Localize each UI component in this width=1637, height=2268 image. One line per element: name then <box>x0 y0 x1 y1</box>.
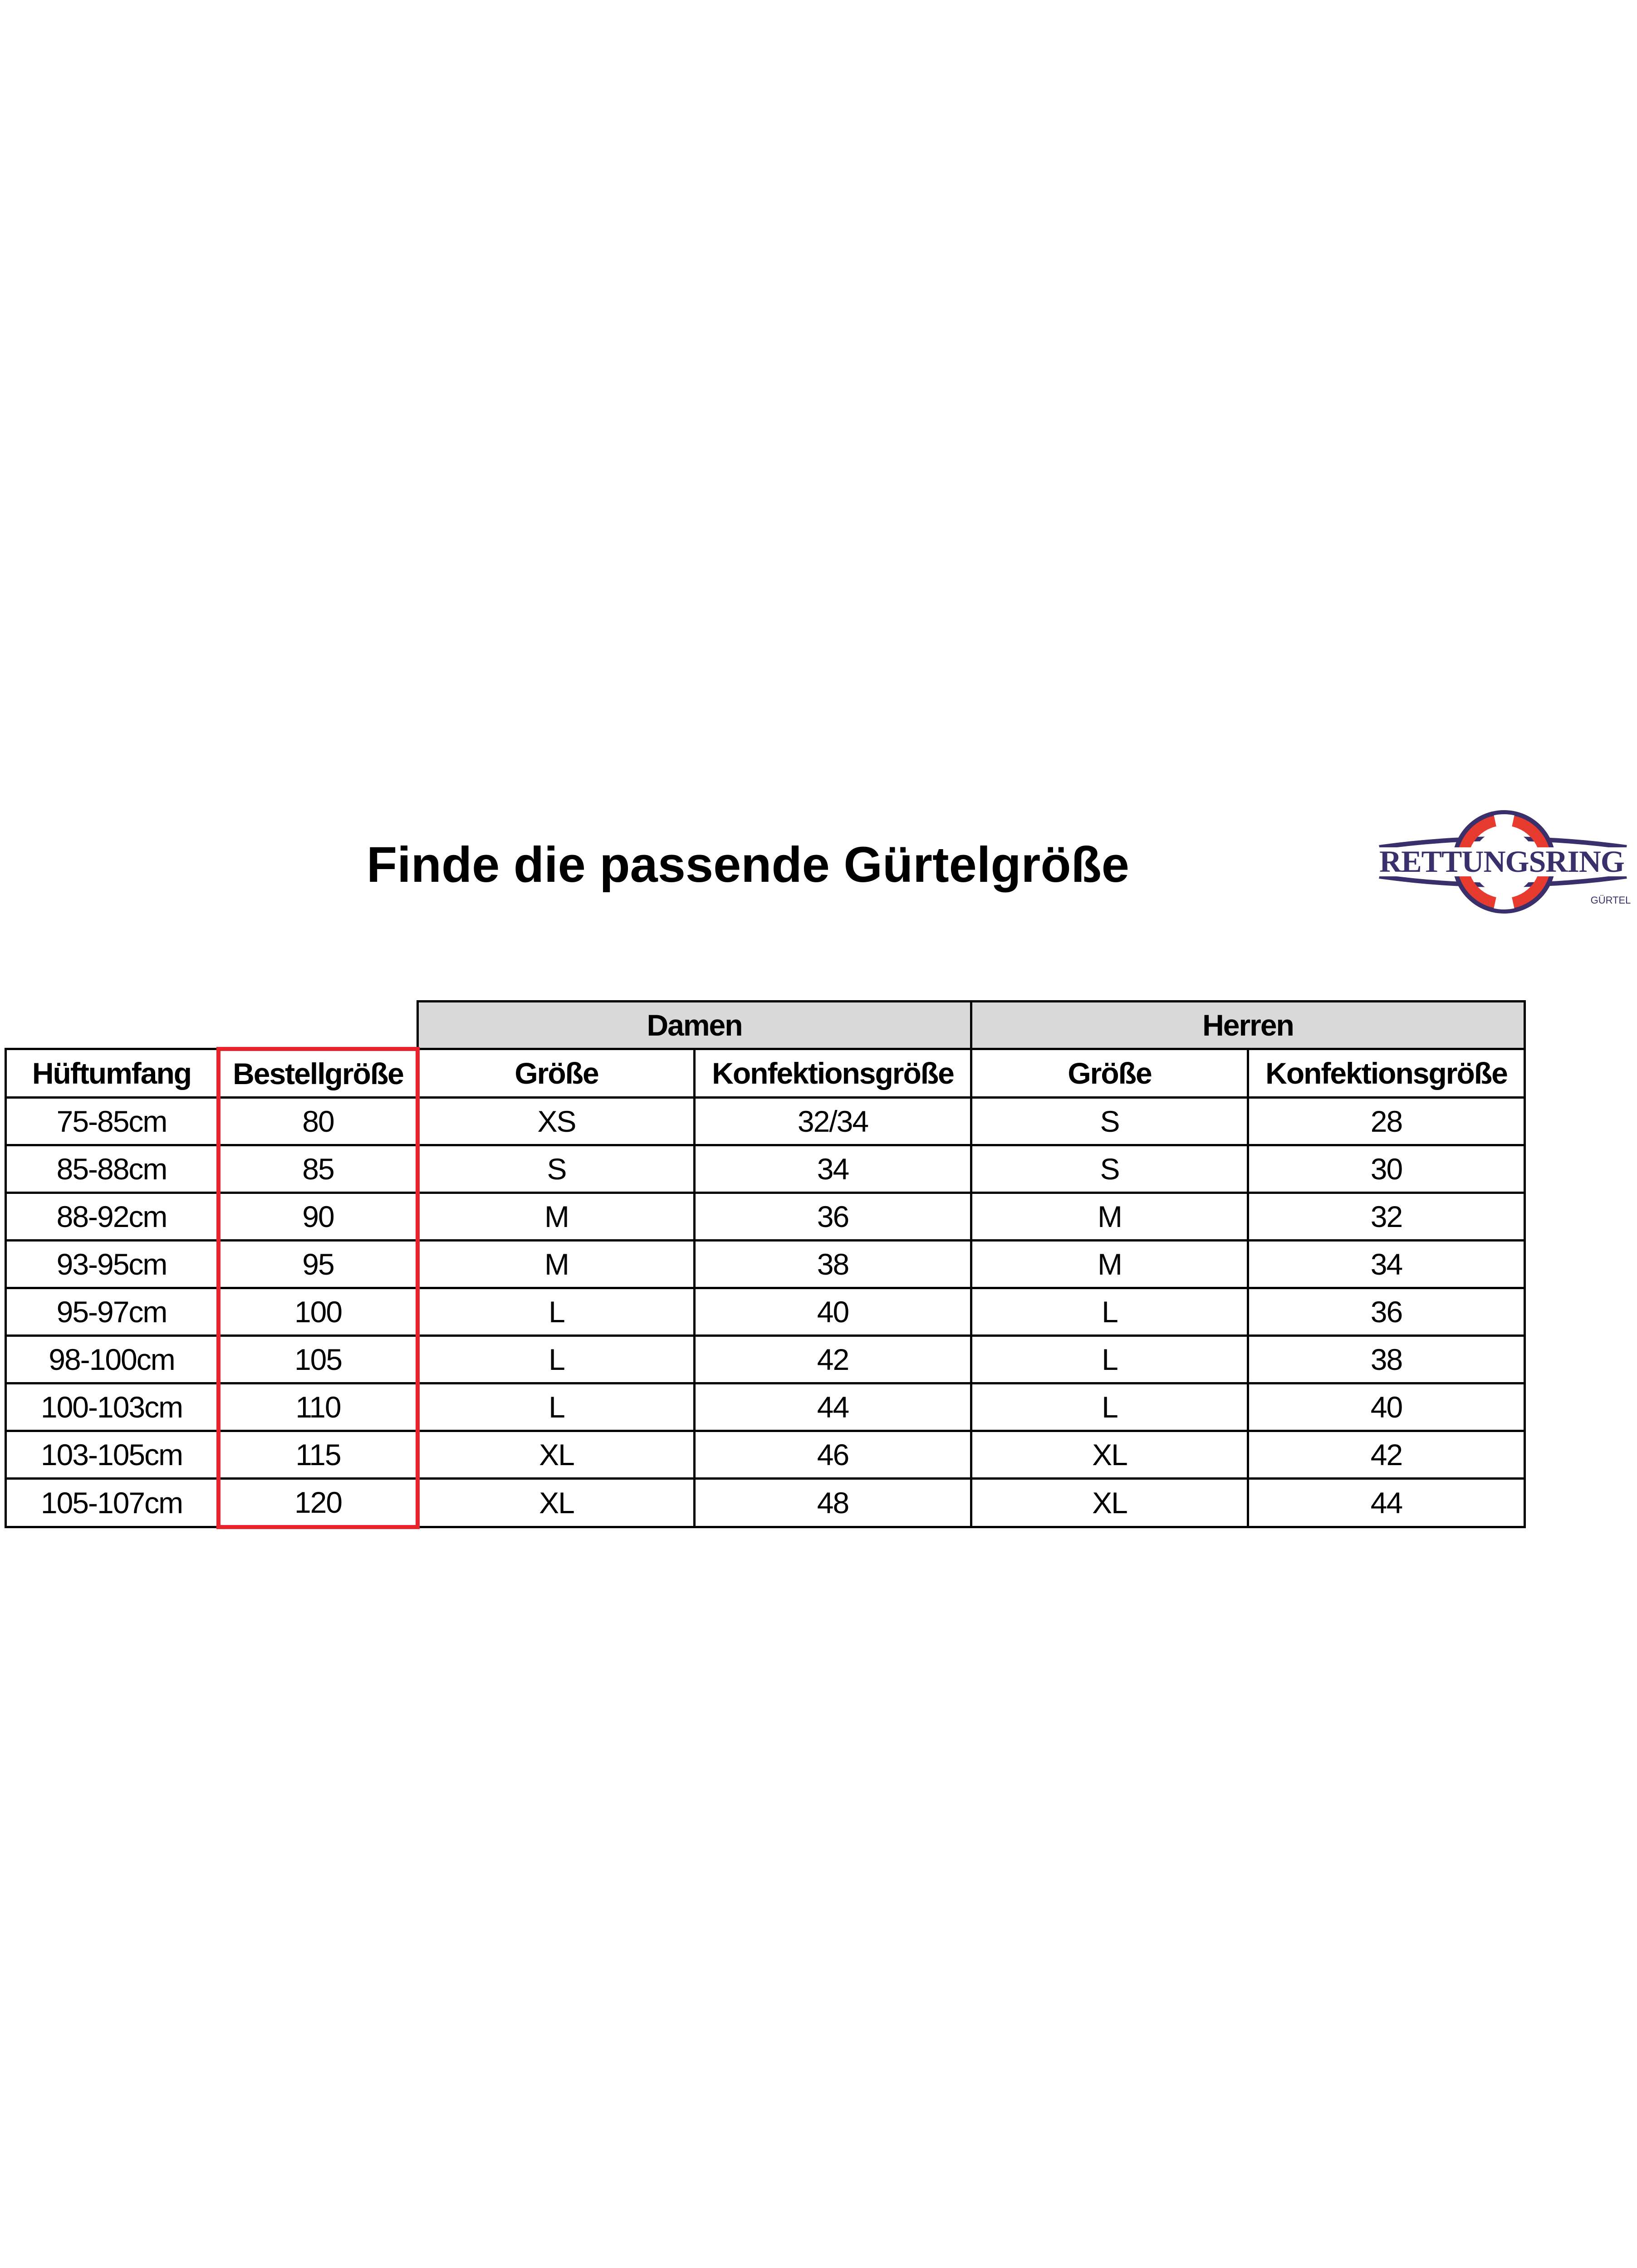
table-row <box>6 1336 1525 1383</box>
cell-herren-konfektion: 36 <box>1248 1288 1525 1336</box>
header-bestellgroesse: Bestellgröße <box>219 1049 418 1098</box>
cell-damen-konfektion: 38 <box>695 1241 971 1288</box>
cell-damen-konfektion: 36 <box>695 1193 971 1241</box>
cell-damen-konfektion: 48 <box>695 1479 971 1527</box>
cell-damen-groesse: S <box>418 1145 695 1193</box>
cell-herren-konfektion: 34 <box>1248 1241 1525 1288</box>
cell-bestellgroesse: 80 <box>219 1098 418 1145</box>
cell-bestellgroesse: 110 <box>219 1383 418 1431</box>
cell-herren-groesse: M <box>971 1241 1248 1288</box>
cell-herren-groesse: S <box>971 1098 1248 1145</box>
logo-sub-text: GÜRTEL <box>1590 894 1631 906</box>
cell-herren-groesse: XL <box>971 1479 1248 1527</box>
cell-damen-groesse: XL <box>418 1479 695 1527</box>
cell-bestellgroesse: 95 <box>219 1241 418 1288</box>
cell-bestellgroesse: 90 <box>219 1193 418 1241</box>
cell-damen-groesse: M <box>418 1241 695 1288</box>
page-title: Finde die passende Gürtelgröße <box>367 837 1129 893</box>
cell-hueftumfang: 105-107cm <box>6 1479 219 1527</box>
cell-herren-konfektion: 28 <box>1248 1098 1525 1145</box>
column-header-row <box>6 1049 1525 1098</box>
cell-hueftumfang: 103-105cm <box>6 1431 219 1479</box>
cell-damen-groesse: XL <box>418 1431 695 1479</box>
size-table <box>5 1000 1526 1529</box>
cell-damen-konfektion: 40 <box>695 1288 971 1336</box>
cell-hueftumfang: 75-85cm <box>6 1098 219 1145</box>
cell-hueftumfang: 95-97cm <box>6 1288 219 1336</box>
group-header-damen: Damen <box>418 1002 971 1049</box>
cell-hueftumfang: 98-100cm <box>6 1336 219 1383</box>
table-row <box>6 1288 1525 1336</box>
table-row <box>6 1098 1525 1145</box>
cell-damen-groesse: L <box>418 1383 695 1431</box>
cell-herren-konfektion: 38 <box>1248 1336 1525 1383</box>
lifebuoy-logo-icon <box>1366 798 1637 916</box>
cell-herren-konfektion: 42 <box>1248 1431 1525 1479</box>
cell-bestellgroesse: 100 <box>219 1288 418 1336</box>
cell-damen-groesse: M <box>418 1193 695 1241</box>
cell-herren-groesse: L <box>971 1336 1248 1383</box>
group-header-row <box>6 1002 1525 1049</box>
cell-herren-konfektion: 40 <box>1248 1383 1525 1431</box>
cell-bestellgroesse: 115 <box>219 1431 418 1479</box>
header-damen-groesse: Größe <box>418 1049 695 1098</box>
table-row <box>6 1383 1525 1431</box>
cell-damen-groesse: XS <box>418 1098 695 1145</box>
cell-herren-groesse: L <box>971 1383 1248 1431</box>
header-damen-konfektion: Konfektionsgröße <box>695 1049 971 1098</box>
cell-damen-konfektion: 44 <box>695 1383 971 1431</box>
cell-damen-groesse: L <box>418 1336 695 1383</box>
table-row <box>6 1145 1525 1193</box>
cell-herren-groesse: XL <box>971 1431 1248 1479</box>
header-hueftumfang: Hüftumfang <box>6 1049 219 1098</box>
logo-brand-text: RETTUNGSRING <box>1379 844 1624 879</box>
rettungsring-logo <box>1366 798 1637 916</box>
cell-herren-groesse: M <box>971 1193 1248 1241</box>
empty-header-cell <box>219 1002 418 1049</box>
cell-herren-konfektion: 44 <box>1248 1479 1525 1527</box>
table-row <box>6 1241 1525 1288</box>
cell-herren-konfektion: 32 <box>1248 1193 1525 1241</box>
cell-damen-konfektion: 46 <box>695 1431 971 1479</box>
header-herren-konfektion: Konfektionsgröße <box>1248 1049 1525 1098</box>
cell-hueftumfang: 100-103cm <box>6 1383 219 1431</box>
cell-damen-konfektion: 42 <box>695 1336 971 1383</box>
cell-hueftumfang: 85-88cm <box>6 1145 219 1193</box>
header-herren-groesse: Größe <box>971 1049 1248 1098</box>
group-header-herren: Herren <box>971 1002 1525 1049</box>
cell-damen-konfektion: 34 <box>695 1145 971 1193</box>
cell-hueftumfang: 88-92cm <box>6 1193 219 1241</box>
cell-damen-groesse: L <box>418 1288 695 1336</box>
table-row <box>6 1431 1525 1479</box>
cell-bestellgroesse: 120 <box>219 1479 418 1527</box>
cell-herren-konfektion: 30 <box>1248 1145 1525 1193</box>
cell-bestellgroesse: 105 <box>219 1336 418 1383</box>
table-row <box>6 1479 1525 1527</box>
empty-header-cell <box>6 1002 219 1049</box>
cell-herren-groesse: S <box>971 1145 1248 1193</box>
cell-herren-groesse: L <box>971 1288 1248 1336</box>
table-row <box>6 1193 1525 1241</box>
cell-hueftumfang: 93-95cm <box>6 1241 219 1288</box>
cell-bestellgroesse: 85 <box>219 1145 418 1193</box>
cell-damen-konfektion: 32/34 <box>695 1098 971 1145</box>
